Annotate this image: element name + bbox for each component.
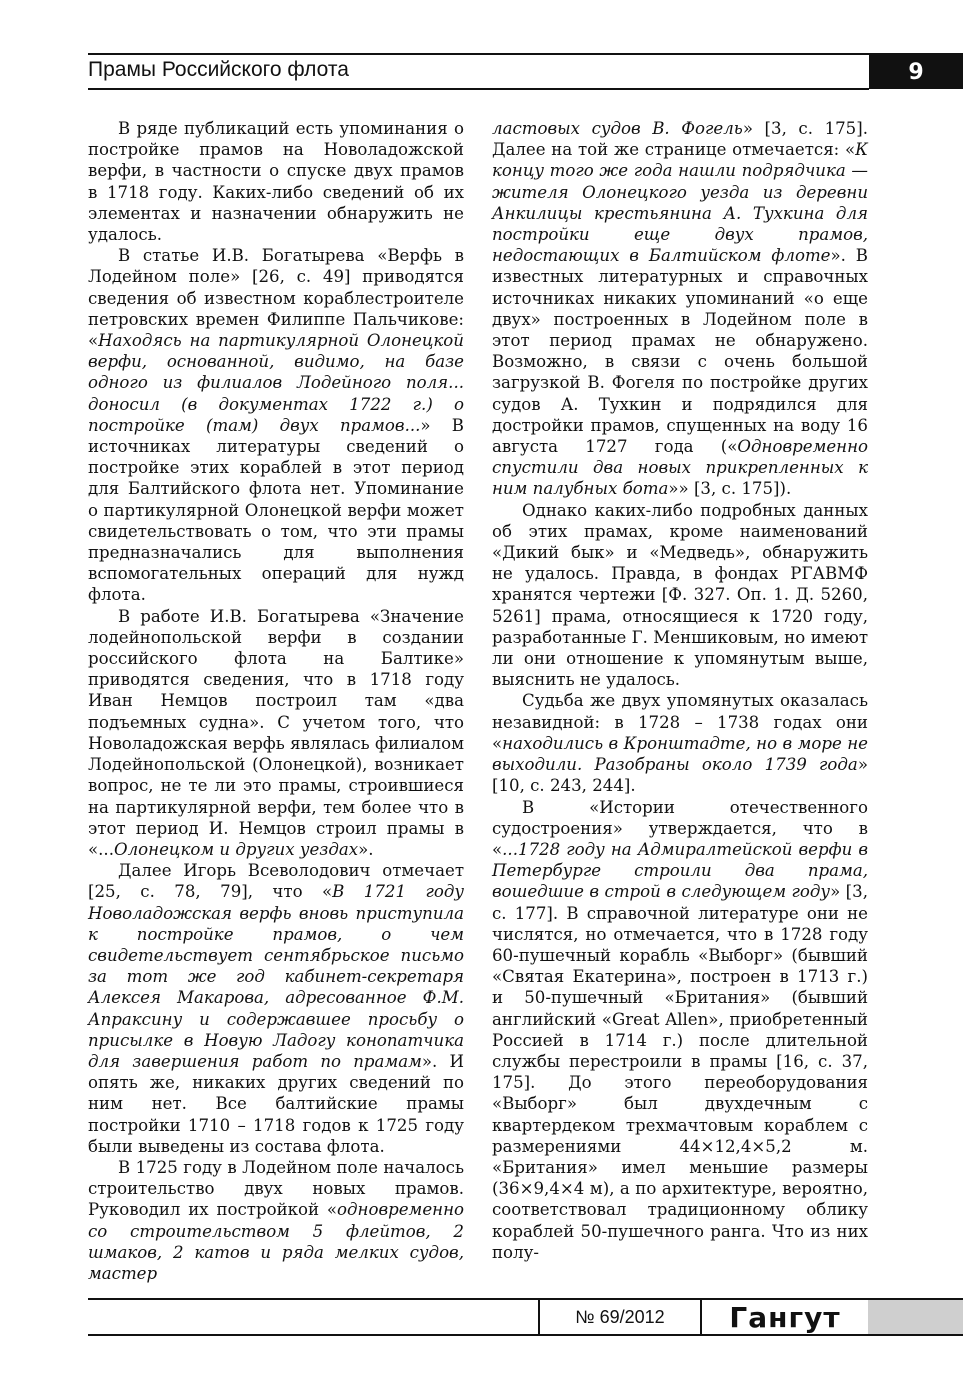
paragraph [88, 245, 464, 605]
paragraph [492, 118, 868, 500]
text-run: В ряде публикаций есть упоминания о постройке прамов на Новоладожской верфи, в частности о спуске двух прамов в 1718 году. Каких-либо сведений об их элементах и назначении обнаружить не удалось. [88, 119, 464, 245]
text-run: ». И опять же, никаких других сведений по ним нет. Все балтийские прамы постройки 1710 – 1718 годов к 1725 году были выведены из состава флота. [88, 1051, 464, 1156]
text-run: » [10, с. 243, 244]. [492, 755, 868, 796]
text-run: » [3, с. 175]. Далее на той же странице отмечается: « [492, 119, 868, 160]
left-text-column [88, 118, 464, 1284]
text-run: В статье И.В. Богатырева «Верфь в Лодейном поле» [26, с. 49] приводятся сведения об известном кораблестроителе петровских времен Филиппе Пальчикове: « [88, 246, 464, 351]
footer-bottom-rule [88, 1334, 963, 1336]
issue-number: № 69/2012 [575, 1306, 665, 1327]
running-header-title: Прамы Российского флота [88, 58, 349, 81]
italic-quote: К концу того же года нашли подрядчика — жителя Олонецкого уезда из деревни Анкилицы крестьянина А. Тухкина для постройки еще двух прамов, недостающих в Балтийском флоте [492, 140, 868, 266]
text-run: Однако каких-либо подробных данных об этих прамах, кроме наименований «Дикий бык» и «Медведь», обнаружить не удалось. Правда, в фондах РГАВМФ хранятся чертежи [Ф. 327. Оп. 1. Д. 5260, 5261] прама, относящиеся к 1720 году, разработанные Г. Меншиковым, но имеют ли они отношение к упомянутым выше, выяснить не удалось. [492, 500, 868, 690]
italic-quote: Олонецком и других уездах [113, 839, 359, 859]
paragraph [492, 500, 868, 691]
italic-quote: В 1721 году Новоладожская верфь вновь приступила к постройке прамов, о чем свидетельствует сентябрьское письмо за тот же год кабинет-секретаря Алексея Макарова, адресованное Ф.М. Апраксину и содержавшее просьбу о присылке в Новую Ладогу конопатчика для завершения работ по прамам [88, 882, 464, 1071]
italic-quote: Одновременно спустили два новых прикрепленных к ним палубных бота [492, 437, 868, 499]
paragraph [492, 690, 868, 796]
text-run: Судьба же двух упомянутых оказалась незавидной: в 1728 – 1738 годах они « [492, 691, 868, 753]
header-bottom-rule [88, 88, 869, 90]
text-run: ». В известных литературных и справочных источниках никаких упоминаний «о еще двух» построенных в Лодейном поле в этот период прамах не обнаружено. Возможно, в связи с очень большой загрузкой В. Фогеля по постройке других судов А. Тухкин и подрядился для достройки прамов, спущенных на воду 16 августа 1727 года (« [492, 246, 868, 457]
paragraph [88, 118, 464, 245]
text-run: В работе И.В. Богатырева «Значение лодейнопольской верфи в создании российского флота на Балтике» приводятся сведения, что в 1718 году Иван Немцов построил там «два подъемных судна». С учетом того, что Новоладожская верфь являлась филиалом Лодейнопольской (Олонецкой), возникает вопрос, не те ли это прамы, строившиеся на партикулярной верфи, тем более что в этот период И. Немцов строил прамы в «... [88, 606, 464, 859]
text-run: » [3, с. 177]. В справочной литературе они не числятся, но отмечается, что в 1728 году 60-пушечный корабль «Выборг» (бывший «Святая Екатерина», построен в 1713 г.) и 50-пушечный «Британия» (бывший английский «Great Allen», приобретенный Россией в 1714 г.) после длительной службы перестроили в прамы [16, с. 37, 175]. До этого переоборудования «Выборг» был двухдечным с квартердеком трехмачтовым кораблем с размерениями 44×12,4×5,2 м. «Британия» имел меньшие размеры (36×9,4×4 м), а по архитектуре, вероятно, соответствовал традиционному облику кораблей 50-пушечного ранга. Что из них полу- [492, 882, 868, 1262]
italic-quote: Находясь на партикулярной Олонецкой верфи, основанной, видимо, на базе одного из филиалов Лодейного поля... доносил (в документах 1722 г.) о постройке (там) двух прамов... [88, 331, 464, 435]
text-run: В 1725 году в Лодейном поле началось строительство двух новых прамов. Руководил их постройкой « [88, 1157, 464, 1220]
magazine-logo: Гангут [729, 1300, 841, 1334]
italic-quote: одновременно со строительством 5 флейтов, 2 шмаков, 2 катов и ряда мелких судов, мастер [88, 1200, 464, 1283]
paragraph [88, 1157, 464, 1284]
text-run: »» [3, с. 175]). [668, 479, 792, 499]
paragraph [88, 860, 464, 1157]
paragraph [492, 797, 868, 1263]
right-text-column [492, 118, 868, 1263]
text-run: ». [358, 839, 374, 859]
italic-quote: ...1728 году на Адмиралтейской верфи в Петербурге строили два прама, вошедшие в строй в следующем году [492, 839, 868, 902]
text-run: Далее Игорь Всеволодович отмечает [25, с. 78, 79], что « [88, 861, 464, 902]
text-run: » В источниках литературы сведений о постройке этих кораблей в этот период для Балтийского флота нет. Упоминание о партикулярной Олонецкой верфи может свидетельствовать о том, что эти прамы предназначались для выполнения вспомогательных операций для нужд флота. [88, 415, 465, 605]
italic-quote: ластовых судов В. Фогель [492, 119, 743, 138]
paragraph [88, 606, 464, 860]
text-run: В «Истории отечественного судостроения» утверждается, что в « [492, 797, 868, 859]
header-top-rule [88, 53, 963, 55]
footer-gray-block [868, 1300, 963, 1334]
italic-quote: находились в Кронштадте, но в море не выходили. Разобраны около 1739 года [492, 733, 868, 775]
page-number-badge: 9 [869, 55, 963, 89]
